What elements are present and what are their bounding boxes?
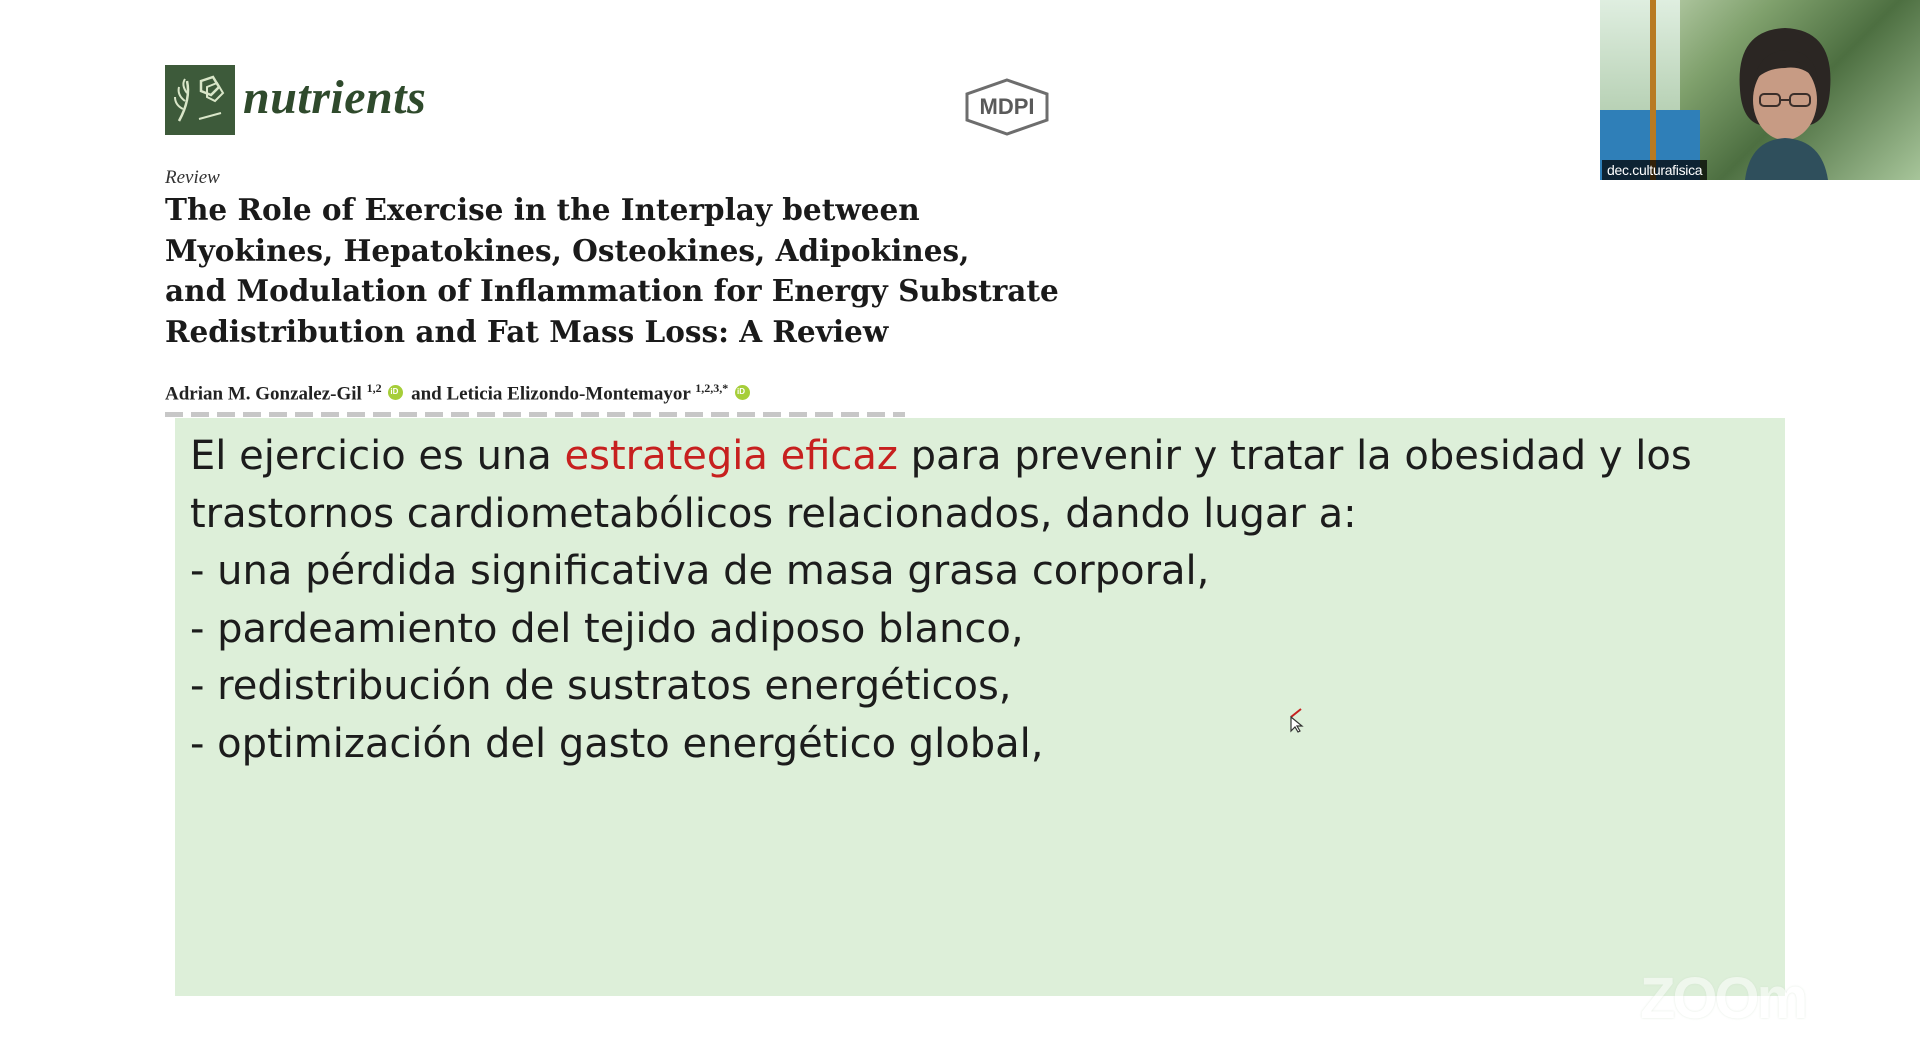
mdpi-logo-icon — [963, 78, 1051, 136]
annotation-cursor-icon — [1287, 707, 1309, 733]
publisher-name: MDPI — [979, 94, 1035, 119]
author-name: Adrian M. Gonzalez-Gil — [165, 383, 362, 405]
zoom-watermark: ZOOm — [1640, 966, 1806, 1031]
title-line: and Modulation of Inflammation for Energy Substrate — [165, 273, 1059, 308]
title-line: Myokines, Hepatokines, Osteokines, Adipokines, — [165, 232, 970, 268]
summary-line: trastornos cardiometabólicos relacionados, dando lugar a: — [190, 490, 1357, 537]
journal-name: nutrients — [243, 71, 427, 124]
video-background-pole — [1650, 0, 1656, 180]
orcid-icon — [388, 385, 403, 400]
bullet-item: - una pérdida significativa de masa grasa corporal, — [190, 548, 1210, 594]
author-conjunction: and — [411, 383, 442, 405]
participant-avatar — [1710, 20, 1860, 180]
summary-text — [190, 428, 1770, 773]
bullet-item: - redistribución de sustratos energéticos, — [190, 663, 1012, 709]
journal-logo-icon — [165, 65, 235, 135]
highlighted-phrase: estrategia eficaz — [564, 433, 898, 479]
author-list — [165, 381, 753, 405]
author-affiliation: 1,2,3,* — [695, 381, 729, 395]
title-line: Redistribution and Fat Mass Loss: A Review — [165, 313, 889, 349]
participant-video-tile[interactable] — [1600, 0, 1920, 180]
orcid-icon — [735, 385, 750, 400]
participant-name-label: dec.culturafisica — [1602, 160, 1707, 180]
title-line: The Role of Exercise in the Interplay between — [165, 192, 920, 227]
summary-line — [190, 428, 1770, 486]
summary-text-fragment: para prevenir y tratar la obesidad y los — [897, 433, 1692, 479]
obscured-text-line — [165, 412, 905, 417]
author-affiliation: 1,2 — [366, 381, 382, 395]
author-name: Leticia Elizondo-Montemayor — [446, 383, 691, 405]
bullet-item: - pardeamiento del tejido adiposo blanco, — [190, 605, 1024, 652]
article-type: Review — [165, 167, 220, 188]
bullet-item: - optimización del gasto energético global, — [190, 720, 1044, 767]
summary-text-fragment: El ejercicio es una — [190, 433, 565, 479]
article-title — [165, 190, 1085, 352]
